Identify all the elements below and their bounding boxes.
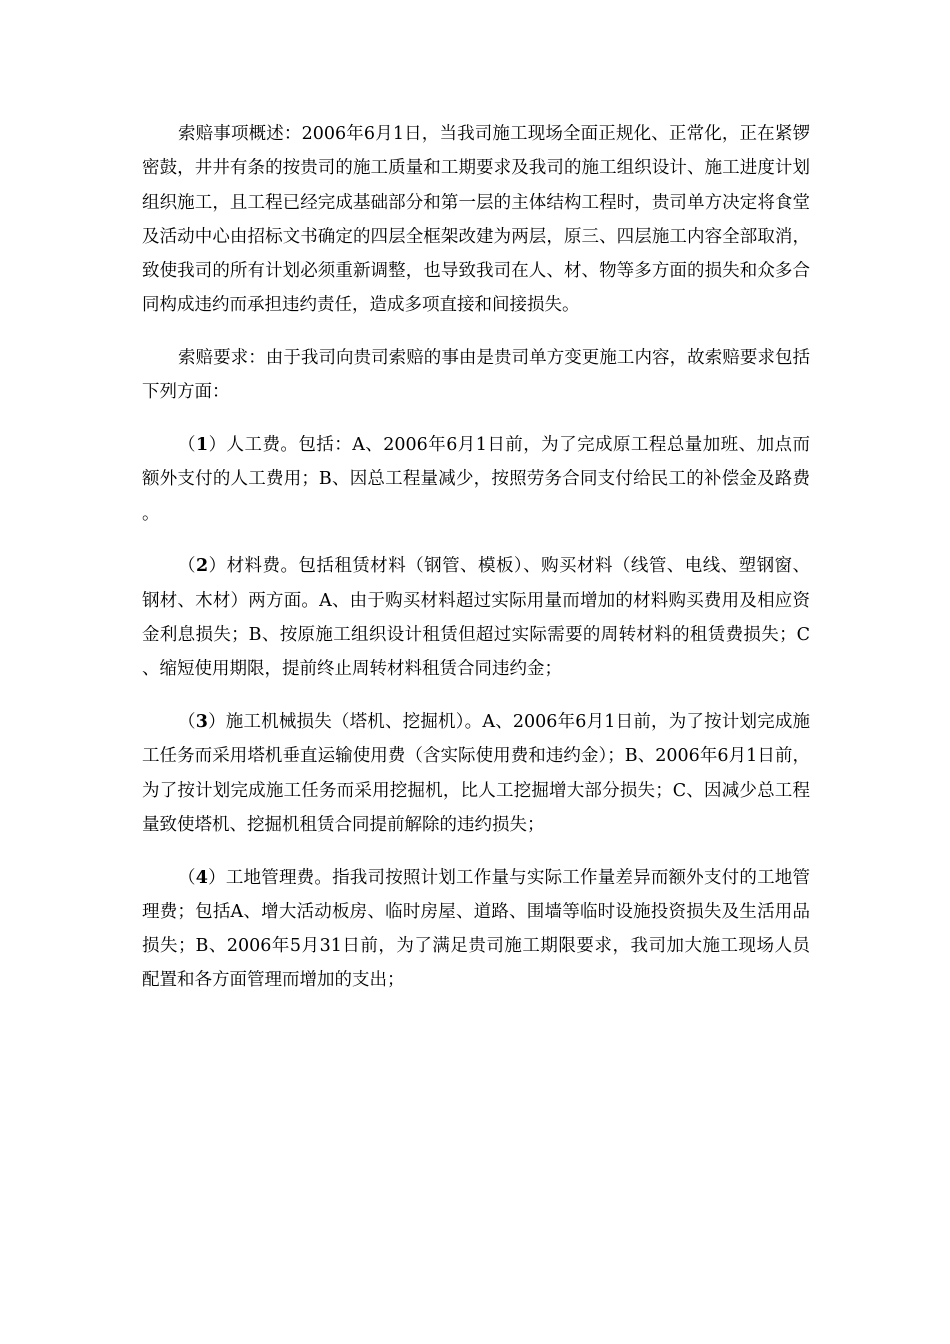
paragraph-text: 施工机械损失（塔机、挖掘机）。A、2006年6月1日前，为了按计划完成施工任务而采用塔机垂直运输使用费（含实际使用费和违约金）；B、2006年6月1日前，为了按计划完成施工任务而采用挖掘机，比人工挖掘增大部分损失；C、因减少总工程量致使塔机、挖掘机租赁合同提前解除的违约损失； [142,712,811,835]
item-number: 2 [195,556,209,577]
item-number: 3 [195,712,208,733]
paragraph-item-site-management-fee [142,861,810,998]
paragraph-item-machinery-loss [142,705,810,842]
item-close-paren: ） [207,712,226,733]
item-open-paren: （ [178,435,196,456]
item-close-paren: ） [208,556,227,577]
paragraph-item-labor-cost [142,428,810,531]
paragraph-text: 人工费。包括：A、2006年6月1日前，为了完成原工程总量加班、加点而额外支付的人工费用；B、因总工程量减少，按照劳务合同支付给民工的补偿金及路费。 [142,435,810,524]
item-close-paren: ） [208,435,227,456]
item-number: 1 [195,435,209,456]
paragraph-text: 工地管理费。指我司按照计划工作量与实际工作量差异而额外支付的工地管理费；包括A、增大活动板房、临时房屋、道路、围墙等临时设施投资损失及生活用品损失；B、2006年5月31日前，为了满足贵司施工期限要求，我司加大施工现场人员配置和各方面管理而增加的支出； [142,867,811,991]
paragraph-item-material-cost [142,549,810,686]
item-close-paren: ） [207,867,226,888]
paragraph-claim-summary [142,117,810,323]
paragraph-text: 材料费。包括租赁材料（钢管、模板）、购买材料（线管、电线、塑钢窗、钢材、木材）两方面。A、由于购买材料超过实际用量而增加的材料购买费用及相应资金利息损失；B、按原施工组织设计租赁但超过实际需要的周转材料的租赁费损失；C、缩短使用期限，提前终止周转材料租赁合同违约金； [142,556,811,680]
item-number: 4 [195,867,208,888]
paragraph-claim-requirements [142,341,810,410]
item-open-paren: （ [178,867,196,888]
paragraph-text: 索赔事项概述：2006年6月1日，当我司施工现场全面正规化、正常化，正在紧锣密鼓，井井有条的按贵司的施工质量和工期要求及我司的施工组织设计、施工进度计划组织施工，且工程已经完成基础部分和第一层的主体结构工程时，贵司单方决定将食堂及活动中心由招标文书确定的四层全框架改建为两层，原三、四层施工内容全部取消，致使我司的所有计划必须重新调整，也导致我司在人、材、物等多方面的损失和众多合同构成违约而承担违约责任，造成多项直接和间接损失。 [142,124,810,316]
document-page [142,117,810,1016]
paragraph-text: 索赔要求：由于我司向贵司索赔的事由是贵司单方变更施工内容，故索赔要求包括下列方面： [142,348,810,403]
item-open-paren: （ [178,556,196,577]
item-open-paren: （ [178,712,196,733]
